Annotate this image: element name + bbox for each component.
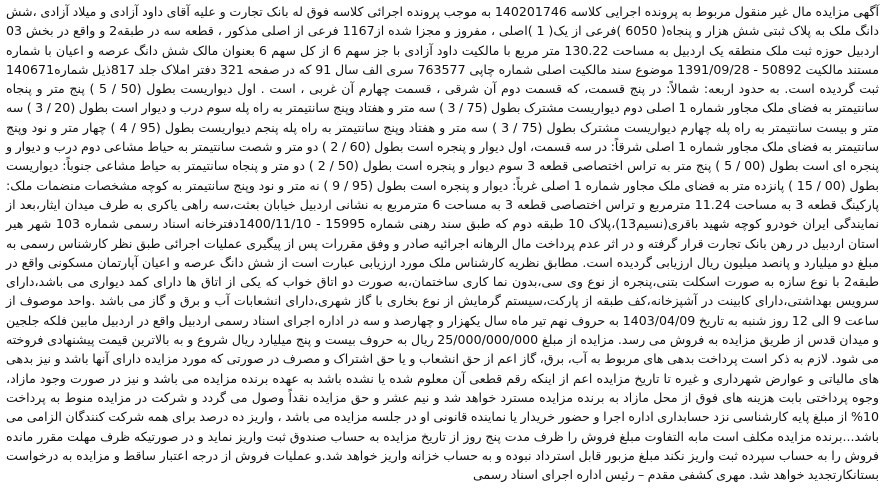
auction-notice-text: آگهی مزایده مال غیر منقول مربوط به پرونده اجرایی کلاسه 140201746 به موجب پرونده اجرائی کلاسه فوق له بانک تجارت و علیه آقای داود آزادی و میلاد آزادی ،شش دانگ ملک به پلاک ثبتی شش هزار و پنجاه( 6050 )فرعی از یک( 1 )اصلی ، مفروز و مجزا شده از1167 فرعی از اصلی مذکور ، قطعه سه در طبقه2 و واقع در بخش 03 اردبیل حوزه ثبت ملک منطقه یک اردبیل به مساحت 130.22 متر مربع با مالکیت داود آزادی با جز سهم 6 از کل سهم 6 بعنوان مالک شش دانگ عرصه و اعیان با شماره مستند مالکیت 50892 - 1391/09/28 موضوع سند مالکیت اصلی شماره چاپی 763577 سری الف سال 91 که در صفحه 321 دفتر املاک جلد 817ذیل شماره140671 ثبت گردیده است. به حدود اربعه: شمالاً: در پنج قسمت، که قسمت دوم آن شرقی ، قسمت چهارم آن غربی ، است . اول دیواریست بطول (50 / 5 ) پنج متر و پنجاه سانتیمتر به فضای ملک مجاور شماره 1 اصلی دوم دیواریست مشترک بطول (75 / 3 ) سه متر و هفتاد وپنج سانتیمتر به راه پله سوم درب و دیوار است بطول (20 / 3 ) سه متر و بیست سانتیمتر به راه پله چهارم دیواریست مشترک بطول (75 / 3 ) سه متر و هفتاد وپنج سانتیمتر به راه پله پنجم دیواریست بطول (95 / 4 ) چهار متر و نود وپنج سانتیمتر به فضای ملک مجاور شماره 1 اصلی شرقاً: در سه قسمت، اول دیوار و پنجره است بطول (60 / 2 ) دو متر و شصت سانتیمتر به حیاط مشاعی دوم درب و دیوار و پنجره ای است بطول (00 / 5 ) پنج متر به تراس اختصاصی قطعه 3 سوم دیوار و پنجره است بطول (50 / 2 ) دو متر و پنجاه سانتیمتر به حیاط مشاعی جنوباً: دیواریست بطول (00 / 15 ) پانزده متر به فضای ملک مجاور شماره 1 اصلی غرباً: دیوار و پنجره است بطول (95 / 9 ) نه متر و نود وپنج سانتیمتر به کوچه مشخصات منضمات ملک: پارکینگ قطعه 3 به مساحت 11.24 مترمربع و تراس اختصاصی قطعه 3 به مساحت 6 مترمربع به نشانی اردبیل خیابان بعثت،سه راهی یاکری به طرف میدان ایثار،بعد از نمایندگی ایران خودرو کوچه شهید باقری(نسیم13)،پلاک 10 طبقه دوم که طبق سند رهنی شماره 15995 - 1400/11/10دفترخانه اسناد رسمی شماره 103 شهر هیر استان اردبیل در رهن بانک تجارت قرار گرفته و در اثر عدم پرداخت مال الرهانه اجرائیه صادر و وفق مقررات پس از پیگیری عملیات اجرائی طبق نظر کارشناس رسمی به مبلغ دو میلیارد و پانصد میلیون ریال ارزیابی گردیده است. مطابق نظریه کارشناس ملک مورد ارزیابی عبارت است از شش دانگ عرصه و اعیان آپارتمان مسکونی واقع در طبقه2 با نوع سازه به صورت اسکلت بتنی،پنجره از نوع وی سی،بدون نما کاری ساختمان،به صورت دو اتاق خواب که یکی از اتاق ها دارای کمد دیواری می باشد،دارای سرویس بهداشتی،دارای کابینت در آشپزخانه،کف طبقه از پارکت،سیستم گرمایش از نوع بخاری با گاز شهری،دارای انشعابات آب و برق و گاز می باشد .واحد موصوف از ساعت 9 الی 12 روز شنبه به تاریخ 1403/04/09 به حروف نهم تیر ماه سال یکهزار و چهارصد و سه در اداره اجرای اسناد رسمی اردبیل واقع در اردبیل مابین فلکه جلجین و میدان قدس از طریق مزایده به فروش می رسد. مزایده از مبلغ 25/000/000/000 ریال به حروف بیست و پنج میلیارد ریال شروع و به بالاترین قیمت پیشنهادی فروخته می شود. لازم به ذکر است پرداخت بدهی های مربوط به آب، برق، گاز اعم از حق انشعاب و یا حق اشتراک و مصرف در صورتی که مورد مزایده دارای آنها باشد و نیز بدهی های مالیاتی و عوارض شهرداری و غیره تا تاریخ مزایده اعم از اینکه رقم قطعی آن معلوم شده یا نشده باشد به عهده برنده مزایده می باشد و نیز در صورت وجود مازاد، وجوه پرداختی بابت هزینه های فوق از محل مازاد به برنده مزایده مسترد خواهد شد و نیم عشر و حق مزایده نقداً وصول می گردد و شرکت در مزایده منوط به پرداخت 10% از مبلغ پایه کارشناسی نزد حسابداری اداره اجرا و حضور خریدار یا نماینده قانونی او در جلسه مزایده می باشد ، واریز ده درصد برای همه شرکت کنندگان الزامی می باشد...برنده مزایده مکلف است مابه التفاوت مبلغ فروش را ظرف مدت پنج روز از تاریخ مزایده به حساب صندوق ثبت واریز نماید و در صورتیکه ظرف مهلت مقرر مانده فروش را به حساب سپرده ثبت واریز نکند مبلغ مزبور قابل استرداد نبوده و به حساب خزانه واریز خواهد شد.و عملیات فروش از درجه اعتبار ساقط و مزایده به درخواست بستانکارتجدید خواهد شد. مهری کشفی مقدم – رئیس اداره اجرای اسناد رسمی — [6, 4, 880, 483]
